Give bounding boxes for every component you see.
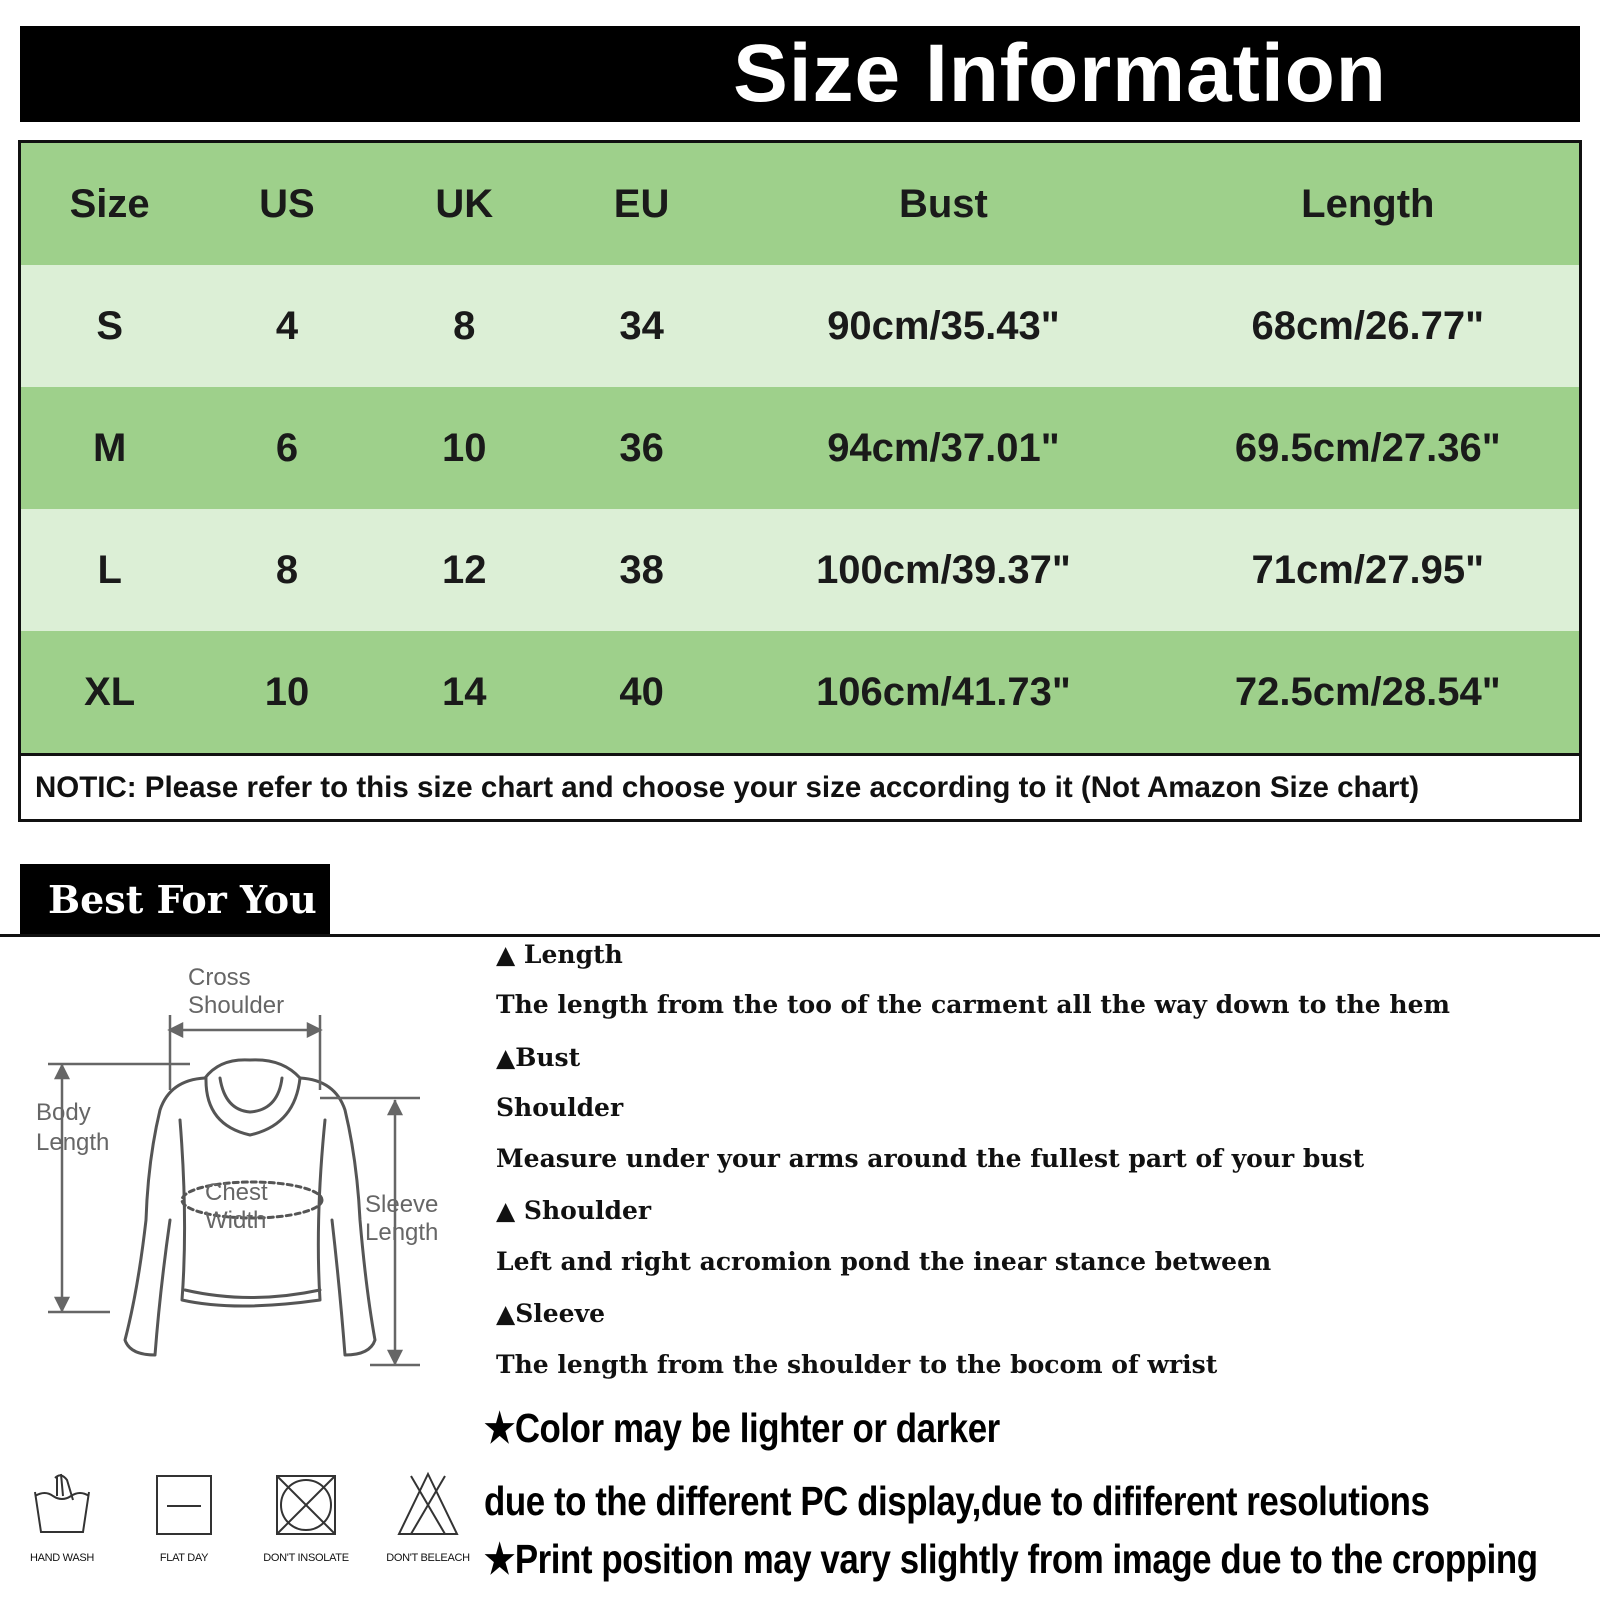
header-size: Size xyxy=(69,181,150,226)
cell-us: 4 xyxy=(275,303,299,348)
table-row xyxy=(21,387,1579,509)
hand-wash-icon xyxy=(27,1470,97,1540)
cell-length: 68cm/26.77" xyxy=(1251,303,1485,348)
header-bust: Bust xyxy=(898,181,988,226)
length-description: The length from the too of the carment all the way down to the hem xyxy=(496,990,1450,1019)
cell-eu: 34 xyxy=(619,303,664,348)
care-label: DON'T INSOLATE xyxy=(263,1552,349,1564)
cell-uk: 8 xyxy=(453,303,476,348)
care-item-flat-dry xyxy=(134,1470,234,1590)
flat-dry-icon xyxy=(149,1470,219,1540)
cell-eu: 38 xyxy=(619,547,664,592)
cell-size: XL xyxy=(84,669,136,714)
cell-size: S xyxy=(96,303,123,348)
cell-eu: 36 xyxy=(619,425,664,470)
cell-eu: 40 xyxy=(619,669,664,714)
shoulder-text: Shoulder xyxy=(496,1093,624,1122)
sleeve-description: The length from the shoulder to the bocom of wrist xyxy=(496,1350,1218,1379)
cell-us: 8 xyxy=(275,547,299,592)
sleeve-length-label: Sleeve xyxy=(365,1191,439,1218)
cell-us: 6 xyxy=(275,425,299,470)
cell-length: 69.5cm/27.36" xyxy=(1234,425,1501,470)
cell-bust: 100cm/39.37" xyxy=(816,547,1071,592)
care-label: DON'T BELEACH xyxy=(386,1552,470,1564)
chest-width-label: Chest xyxy=(205,1179,268,1206)
care-label: HAND WASH xyxy=(29,1552,95,1564)
header-us: US xyxy=(259,181,315,226)
color-note: ★Color may be lighter or darker xyxy=(484,1405,1000,1451)
table-header-row xyxy=(21,143,1579,265)
do-not-bleach-icon xyxy=(393,1470,463,1540)
length-heading: ▲ Length xyxy=(496,940,623,969)
cross-shoulder-label-2: Shoulder xyxy=(188,992,285,1019)
bust-description: Measure under your arms around the fullest part of your bust xyxy=(496,1144,1365,1173)
section-divider xyxy=(0,934,1600,937)
size-chart-notice: NOTIC: Please refer to this size chart and choose your size according to it (Not Amazon Size chart) xyxy=(21,753,1579,819)
cross-shoulder-label: Cross xyxy=(188,964,251,991)
garment-measurement-diagram xyxy=(20,960,480,1410)
table-row xyxy=(21,509,1579,631)
header-length: Length xyxy=(1301,181,1435,226)
cell-size: L xyxy=(97,547,122,592)
body-length-label: Body xyxy=(36,1099,91,1126)
title-banner xyxy=(20,26,1580,122)
cell-bust: 94cm/37.01" xyxy=(827,425,1060,470)
cell-length: 72.5cm/28.54" xyxy=(1234,669,1501,714)
best-for-you-heading: Best For You xyxy=(20,864,330,934)
shoulder-description: Left and right acromion pond the inear stance between xyxy=(496,1247,1272,1276)
care-label: FLAT DAY xyxy=(159,1552,209,1564)
cell-uk: 12 xyxy=(442,547,487,592)
size-chart-table xyxy=(18,140,1582,822)
care-item-hand-wash xyxy=(12,1470,112,1590)
sleeve-heading: ▲Sleeve xyxy=(496,1299,606,1328)
body-length-label-2: Length xyxy=(36,1129,110,1156)
table-row xyxy=(21,265,1579,387)
cell-bust: 90cm/35.43" xyxy=(827,303,1060,348)
chest-width-label-2: Width xyxy=(205,1207,267,1234)
shoulder-heading: ▲ Shoulder xyxy=(496,1196,652,1225)
cell-uk: 14 xyxy=(442,669,487,714)
table-row xyxy=(21,631,1579,753)
sleeve-length-label-2: Length xyxy=(365,1219,439,1246)
do-not-insolate-icon xyxy=(271,1470,341,1540)
header-eu: EU xyxy=(613,181,670,226)
care-item-do-not-bleach xyxy=(378,1470,478,1590)
cell-us: 10 xyxy=(264,669,310,714)
page-title: Size Information xyxy=(733,28,1387,119)
display-note: due to the different PC display,due to dififerent resolutions xyxy=(484,1478,1430,1524)
cell-size: M xyxy=(92,425,127,470)
header-uk: UK xyxy=(435,181,494,226)
cell-bust: 106cm/41.73" xyxy=(816,669,1071,714)
cell-uk: 10 xyxy=(442,425,487,470)
care-item-do-not-insolate xyxy=(256,1470,356,1590)
bust-heading: ▲Bust xyxy=(496,1043,581,1072)
cell-length: 71cm/27.95" xyxy=(1251,547,1485,592)
print-position-note: ★Print position may vary slightly from image due to the cropping xyxy=(484,1536,1538,1582)
